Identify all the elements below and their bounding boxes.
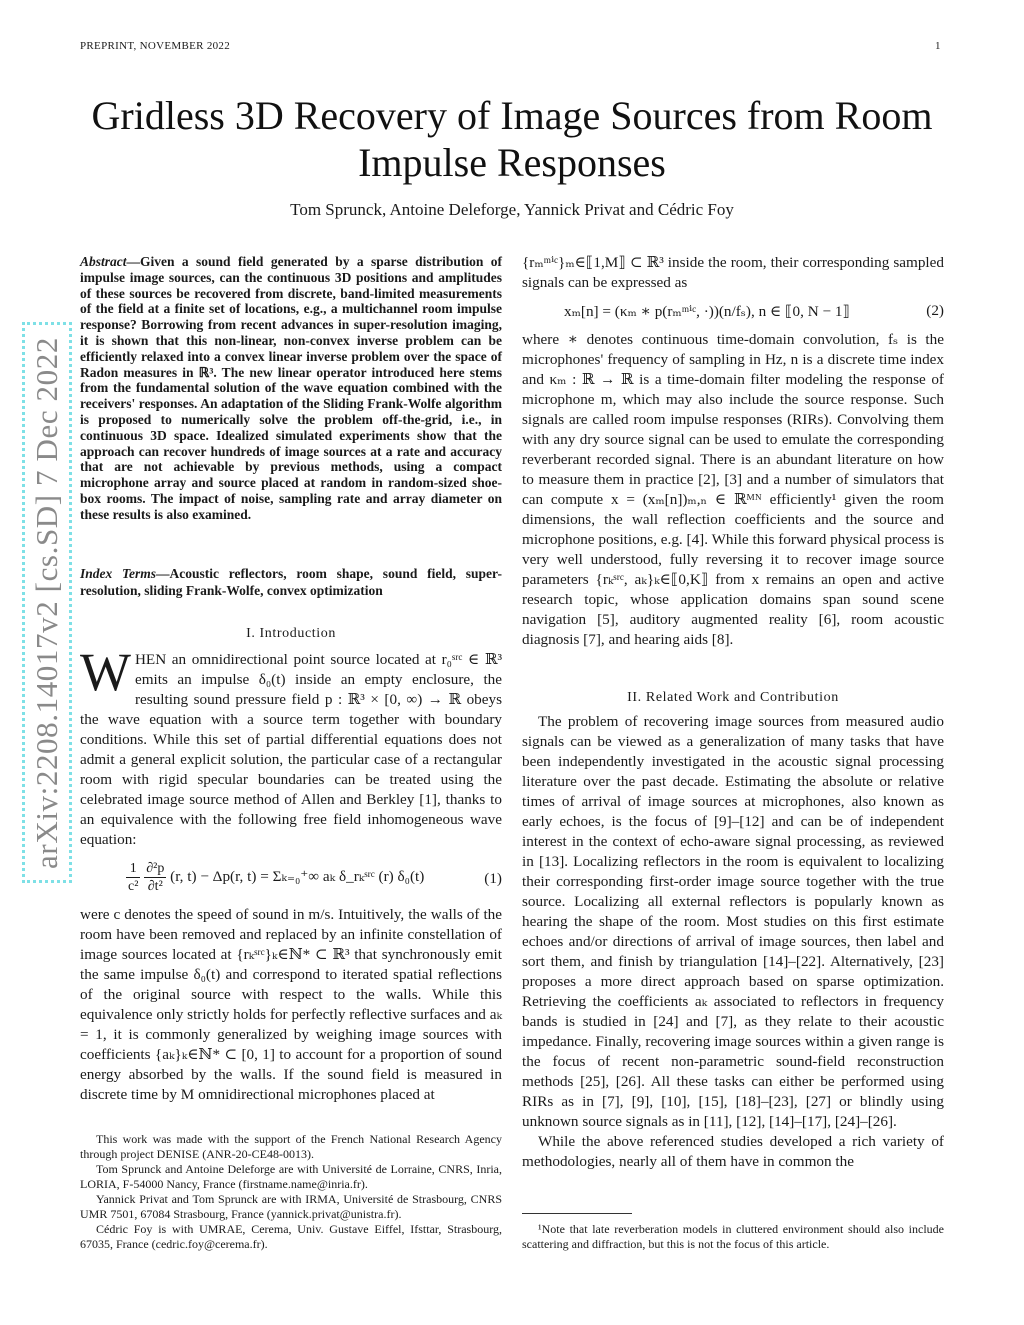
page-number: 1 [935,40,941,52]
eq1-rhs: (r, t) − Δp(r, t) = Σₖ₌₀⁺∞ aₖ δ_rₖˢʳᶜ (r) δ₀(t) [170,867,425,885]
footnote-affiliation-loria: Tom Sprunck and Antoine Deleforge are with Université de Lorraine, CNRS, Inria, LORIA, F-54000 Nancy, France (firstname.name@inria.fr). [80,1162,502,1191]
running-header: PREPRINT, NOVEMBER 2022 [80,40,231,52]
abstract [80,254,502,523]
footnote-rule [522,1213,632,1214]
index-terms [80,565,502,599]
footnote-1 [522,1222,944,1252]
section-heading-introduction: I. Introduction [246,626,336,641]
drop-cap: W [80,642,131,702]
eq2-number: (2) [926,302,944,319]
section-heading-related-work: II. Related Work and Contribution [627,690,839,705]
intro-paragraph-2: were c denotes the speed of sound in m/s. Intuitively, the walls of the room have been removed and replaced by an infinite constellation of image sources located at {rₖˢʳᶜ}ₖ∈ℕ* ⊂ ℝ³ that synchronously emit the same impulse δ₀(t) and correspond to iterated spatial reflections of the original source with respect to the walls. While this equivalence only strictly holds for perfectly reflective surfaces and aₖ = 1, it is commonly generalized by weighing image sources with coefficients {aₖ}ₖ∈ℕ* ⊂ [0, 1] to account for a proportion of sound energy absorbed by the walls. If the sound field is measured in discrete time by M omnidirectional microphones placed at [80,906,502,1103]
index-terms-label: Index Terms [80,566,157,581]
related-work-paragraph-1: The problem of recovering image sources from measured audio signals can be viewed as a generalization of many tasks that have been independently investigated in the acoustic signal processing literature over the past decade. Estimating the absolute or relative times of arrival of image sources at microphones, also known as early echoes, is the focus of [9]–[12] and can be of independent interest in the context of echo-aware signal processing, as reviewed in [13]. Localizing reflectors in the room is equivalent to localizing their corresponding first-order image source together with the true source. Localizing all external reflectors is popularly known as hearing the shape of the room. Most studies on this first estimate echoes and/or directions of arrival of image sources, then label and sort them, and finish by triangulation [14]–[22]. Alternatively, [23] proposes a more direct approach based on sparse optimization. Retrieving the coefficients aₖ associated to reflectors in frequency bands is studied in [24] and [7], as they relate to their acoustic impedance. Finally, recovering image sources within a given range is the focus of recent non-parametric sound-field reconstruction methods [25], [26]. All these tasks can either be performed using RIRs as in [7], [9], [10], [15], [18]–[23], [27] or blindly using unknown source signals as in [11], [12], [14]–[17], [24]–[26]. [522,713,944,1130]
intro-p1-text: HEN an omnidirectional point source located at r₀ˢʳᶜ ∈ ℝ³ emits an impulse δ₀(t) inside an empty enclosure, the resulting sound pressure field p : ℝ³ × [0, ∞) → ℝ obeys the wave equation with a source term together with boundary conditions. While this set of partial differential equations does not admit a general explicit solution, the particular case of a rectangular room with rigid specular boundaries can be treated using the celebrated image source method of Allen and Berkley [1], thanks to an equivalence with the following free field inhomogeneous wave equation: [80,651,502,848]
intro-paragraph-1 [80,642,502,850]
arxiv-stamp[interactable] [22,322,72,883]
footnote-affiliation-irma: Yannick Privat and Tom Sprunck are with IRMA, Université de Strasbourg, CNRS UMR 7501, 67084 Strasbourg, France (yannick.privat@unistra.fr). [80,1192,502,1221]
right-intro-continuation: {rₘᵐⁱᶜ}ₘ∈⟦1,M⟧ ⊂ ℝ³ inside the room, their corresponding sampled signals can be expressed as [522,254,944,291]
eq2-expression: xₘ[n] = (κₘ ∗ p(rₘᵐⁱᶜ, ·))(n/fₛ), n ∈ ⟦0, N − 1⟧ [564,303,850,320]
eq1-fraction: $\frac{\text{∂²p}}{\text{∂t²}}$ [146,861,165,894]
abstract-label: Abstract [80,254,127,269]
footnote-affiliation-cerema: Cédric Foy is with UMRAE, Cerema, Univ. Gustave Eiffel, Ifsttar, Strasbourg, 67035, France (cedric.foy@cerema.fr). [80,1222,502,1251]
index-terms-text: —Acoustic reflectors, room shape, sound field, super-resolution, sliding Frank-Wolfe, convex optimization [80,566,502,598]
footnotes-affiliations [80,1132,502,1252]
right-paragraph-1: where ∗ denotes continuous time-domain convolution, fₛ is the microphones' frequency of sampling in Hz, n is a discrete time index and κₘ : ℝ → ℝ is a time-domain filter modeling the response of microphone m, which may also include the source response. Such signals are called room impulse responses (RIRs). Convolving them with any dry source signal can be used to emulate the corresponding reverberant recorded signal. There is an abundant literature on how to measure them in practice [2], [3] and a number of simulators that can compute x = (xₘ[n])ₘ,ₙ ∈ ℝᴹᴺ efficiently¹ given the room dimensions, the wall reflection coefficients and the source and microphone positions, e.g. [4]. While this forward physical process is very well understood, fully reversing it to recover image source parameters {rₖˢʳᶜ, aₖ}ₖ∈⟦0,K⟧ from x remains an open and active research topic, whose application domains span sound scene navigation [5], auditory augmented reality [6], room acoustic diagnosis [7], and hearing aids [8]. [522,331,944,648]
abstract-text: —Given a sound field generated by a sparse distribution of impulse image sources, can the continuous 3D positions and amplitudes of these sources be recovered from discrete, band-limited measurements of the field at a finite set of locations, e.g., a multichannel room impulse response? Borrowing from recent advances in super-resolution imaging, it is shown that this non-linear, non-convex inverse problem can be efficiently relaxed into a convex linear inverse problem over the space of Radon measures in ℝ³. The new linear operator introduced here stems from the fundamental solution of the wave equation combined with the receivers' responses. An adaptation of the Sliding Frank-Wolfe algorithm is proposed to numerically solve the problem off-the-grid, i.e., in continuous 3D space. Idealized simulated experiments show that the approach can recover hundreds of image sources at a rate and accuracy that are not achievable by previous methods, using a compact microphone array and source placed at random in random-sized shoe-box rooms. The impact of noise, sampling rate and array diameter on these results is also examined. [80,254,502,522]
footnote-funding: This work was made with the support of the French National Research Agency through project DENISE (ANR-20-CE48-0013). [80,1132,502,1161]
eq1-number: (1) [484,870,502,887]
author-list: Tom Sprunck, Antoine Deleforge, Yannick Privat and Cédric Foy [290,200,734,219]
related-work-body [522,712,944,1172]
eq1-coef: $\frac{1}{\text{c²}}$ [128,861,139,894]
related-work-paragraph-2: While the above referenced studies developed a rich variety of methodologies, nearly all of them have in common the [522,1133,944,1170]
footnote-1-text: ¹Note that late reverberation models in cluttered environment should also include scattering and diffraction, but this is not the focus of this article. [522,1222,944,1251]
arxiv-stamp-text: arXiv:2208.14017v2 [cs.SD] 7 Dec 2022 [29,336,64,869]
paper-title: Gridless 3D Recovery of Image Sources from Room Impulse Responses [91,93,933,185]
